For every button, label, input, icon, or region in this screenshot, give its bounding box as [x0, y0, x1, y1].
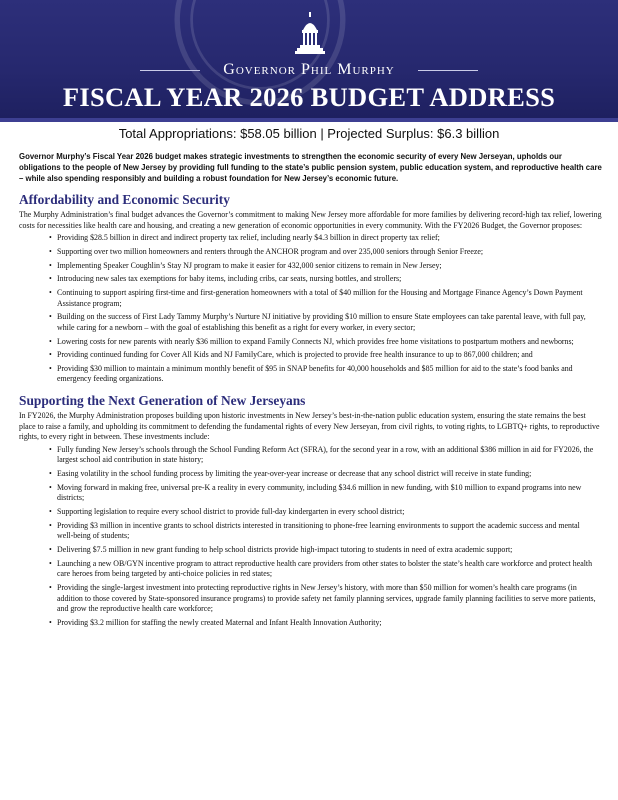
section-heading-affordability: Affordability and Economic Security [19, 192, 230, 207]
document-title: FISCAL YEAR 2026 BUDGET ADDRESS [62, 82, 556, 112]
list-item: • Fully funding New Jersey’s schools through the School Funding Reform Act (SFRA), for the second year in a row, with an additional $386 million in aid for FY2026, the largest school aid contribution in state history; [49, 444, 594, 465]
document-body [19, 151, 602, 632]
list-item: • Building on the success of First Lady Tammy Murphy’s Nurture NJ initiative by providing $10 million to ensure State employees can take parental leave, with full pay, while caring for a newborn – with the goal of establishing this benefit as a right for every worker, in every sector; [49, 312, 586, 332]
list-item: • Providing $28.5 billion in direct and indirect property tax relief, including nearly $4.3 billion in direct property tax relief; [49, 233, 440, 243]
list-item: • Launching a new OB/GYN incentive program to attract reproductive health care providers from other states to bolster the state’s health care workforce and protect health care heroes from being targeted by anti-choice policies in red states; [49, 558, 593, 579]
list-item: • Easing volatility in the school funding process by limiting the year-over-year increase or decrease that any school district will receive in state funding; [49, 469, 532, 479]
list-item: • Moving forward in making free, universal pre-K a reality in every community, including $34.6 million in new funding, with $10 million to expand programs into new districts; [49, 482, 582, 503]
list-item: • Providing continued funding for Cover All Kids and NJ FamilyCare, which is projected to provide free health insurance to up to 867,000 children; and [49, 350, 533, 360]
list-item: • Providing $3.2 million for staffing the newly created Maternal and Infant Health Innovation Authority; [49, 617, 382, 627]
next-generation-bullet-list [19, 445, 602, 629]
capitol-dome-icon [293, 12, 327, 58]
governor-row [0, 61, 618, 79]
list-item: • Continuing to support aspiring first-time and first-generation homeowners with a total of $40 million for the Housing and Mortgage Finance Agency’s Down Payment Assistance program; [49, 287, 583, 308]
section-body-affordability: The Murphy Administration’s final budget advances the Governor’s commitment to making New Jersey more affordable for more families by delivering record-high tax relief, lowering costs for necessities like health care and housing, and creating a new generation of economic opportunities in every community. With the FY2026 Budget, the Governor proposes: [19, 210, 602, 230]
intro-paragraph: Governor Murphy’s Fiscal Year 2026 budget makes strategic investments to strengthen the economic security of every New Jerseyan, upholds our obligations to the people of New Jersey by providing full funding to the state’s public pension system, public education system, and reproductive health care – while also spending responsibly and building a robust foundation for New Jersey’s economic future. [19, 152, 602, 183]
list-item: • Providing the single-largest investment into protecting reproductive rights in New Jersey’s history, with more than $50 million for women’s health care programs (in addition to those covered by State-sponsored insurance programs) to provide safety net family planning services, upgrade family planning facilities to serve more patients, and grow the reproductive health care workforce; [49, 583, 596, 614]
list-item: • Introducing new sales tax exemptions for baby items, including cribs, car seats, nursing bottles, and strollers; [49, 274, 402, 284]
list-item: • Providing $30 million to maintain a minimum monthly benefit of $95 in SNAP benefits for 40,000 households and $85 million for aid to the state’s food banks and emergency feeding organizations. [49, 363, 573, 384]
list-item: • Implementing Speaker Coughlin’s Stay NJ program to make it easier for 432,000 senior citizens to remain in New Jersey; [49, 260, 442, 270]
section-heading-next-generation: Supporting the Next Generation of New Jerseyans [19, 393, 306, 409]
banner-bottom-rule [0, 118, 618, 122]
appropriations-subtitle: Total Appropriations: $58.05 billion | Projected Surplus: $6.3 billion [118, 126, 500, 141]
governor-name: Governor Phil Murphy [223, 61, 395, 78]
section-body-next-generation: In FY2026, the Murphy Administration proposes building upon historic investments in New Jersey’s best-in-the-nation public education system, ensuring the state remains the best place to raise a family, and upholding its commitment to defending the fundamental rights of every New Jerseyan, from civil rights, to voting rights, to LGBTQ+ rights, to reproductive rights, to every right in between. These investments include: [19, 411, 600, 442]
list-item: • Supporting over two million homeowners and renters through the ANCHOR program and over 235,000 seniors through Senior Freeze; [49, 246, 484, 256]
header-banner [0, 0, 618, 118]
list-item: • Lowering costs for new parents with nearly $36 million to expand Family Connects NJ, which provides free home visitations to postpartum mothers and newborns; [49, 336, 574, 346]
affordability-bullet-list [19, 233, 602, 385]
list-item: • Delivering $7.5 million in new grant funding to help school districts provide high-impact tutoring to students in need of extra academic support; [49, 545, 513, 555]
divider-line [418, 70, 478, 71]
list-item: • Providing $3 million in incentive grants to school districts interested in transitioning to phone-free learning environments to support the academic success and mental well-being of students; [49, 520, 580, 541]
list-item: • Supporting legislation to require every school district to provide full-day kindergarten in every school district; [49, 507, 405, 517]
